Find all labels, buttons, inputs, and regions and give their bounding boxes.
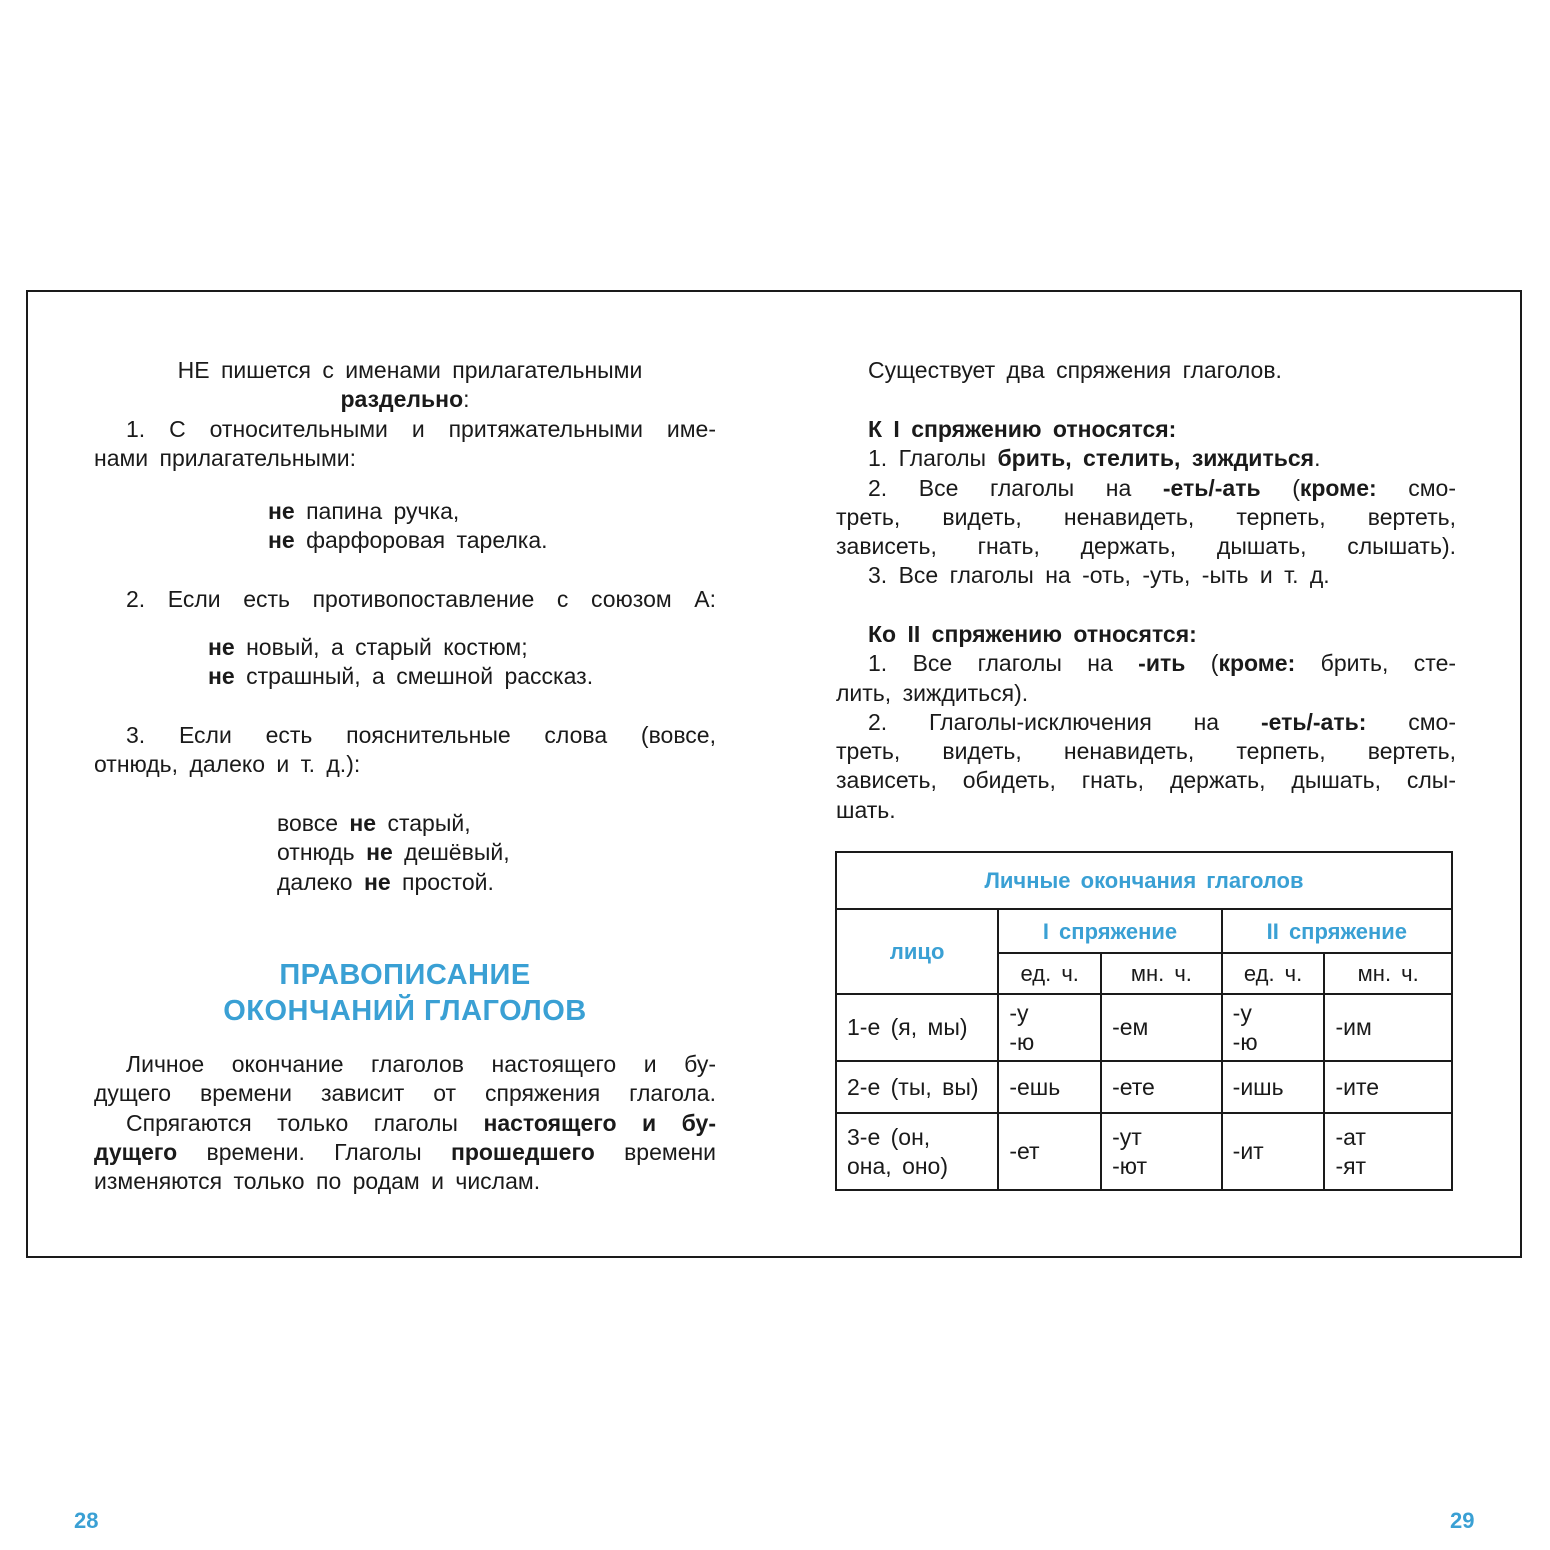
paragraph: Личное окончание глаголов настоящего и бу- дущего времени зависит от спряжения глагола. Спрягаются только глаголы настоящего и бу- дущего времени. Глаголы прошедшего времени изменяются только по родам и числам. xyxy=(94,1051,717,1195)
conj-1-header: I спряжение xyxy=(998,909,1221,953)
rule-3: 3. Если есть пояснительные слова (вовсе, отнюдь, далеко и т. д.): xyxy=(94,722,716,778)
intro-line-2: раздельно: xyxy=(340,386,470,413)
pl-header: мн. ч. xyxy=(1324,953,1452,994)
pl-header: мн. ч. xyxy=(1101,953,1222,994)
left-page xyxy=(94,292,716,1256)
intro-line: НЕ пишется с именами прилагательными xyxy=(177,357,643,383)
section-heading: ПРАВОПИСАНИЕ ОКОНЧАНИЙ ГЛАГОЛОВ xyxy=(223,959,587,1027)
conjugation-1: К I спряжению относятся: 1. Глаголы брить, стелить, зиждиться. 2. Все глаголы на -еть/-ать (кроме: смо- треть, видеть, ненавидеть, терпеть, вертеть, зависеть, гнать, держать, дышать, слышать). 3. Все глаголы на -оть, -уть, -ыть и т. д. xyxy=(836,416,1456,589)
table-row: 2-е (ты, вы) -ешь -ете -ишь -ите xyxy=(836,1061,1452,1113)
col-person-header: лицо xyxy=(836,909,998,994)
page-number-right: 29 xyxy=(1450,1508,1475,1533)
example-1: не папина ручка, не фарфоровая тарелка. xyxy=(268,498,548,554)
example-3: вовсе не старый, отнюдь не дешёвый, далеко не простой. xyxy=(277,810,510,895)
conj-2-header: II спряжение xyxy=(1222,909,1452,953)
conjugation-2: Ко II спряжению относятся: 1. Все глаголы на -ить (кроме: брить, сте- лить, зиждиться). 2. Глаголы-исключения на -еть/-ать: смо- треть, видеть, ненавидеть, терпеть, вертеть, зависеть, обидеть, гнать, держать, дышать, слы- шать. xyxy=(836,621,1457,823)
rule-1-cont: нами прилагательными: xyxy=(94,444,357,471)
rule-2: 2. Если есть противопоставление с союзом А: xyxy=(126,586,716,612)
sg-header: ед. ч. xyxy=(1222,953,1325,994)
endings-table xyxy=(835,851,1453,1191)
rule-1: 1. С относительными и притяжательными име- xyxy=(126,415,716,442)
page-number-left: 28 xyxy=(74,1508,99,1533)
right-intro: Существует два спряжения глаголов. xyxy=(868,357,1282,383)
table-title: Личные окончания глаголов xyxy=(836,852,1452,909)
sg-header: ед. ч. xyxy=(998,953,1101,994)
table-row: 3-е (он, она, оно) -ет -ут -ют -ит -ат -ят xyxy=(836,1113,1452,1190)
table-row: 1-е (я, мы) -у -ю -ем -у -ю -им xyxy=(836,994,1452,1061)
example-2: не новый, а старый костюм; не страшный, а смешной рассказ. xyxy=(208,634,594,690)
